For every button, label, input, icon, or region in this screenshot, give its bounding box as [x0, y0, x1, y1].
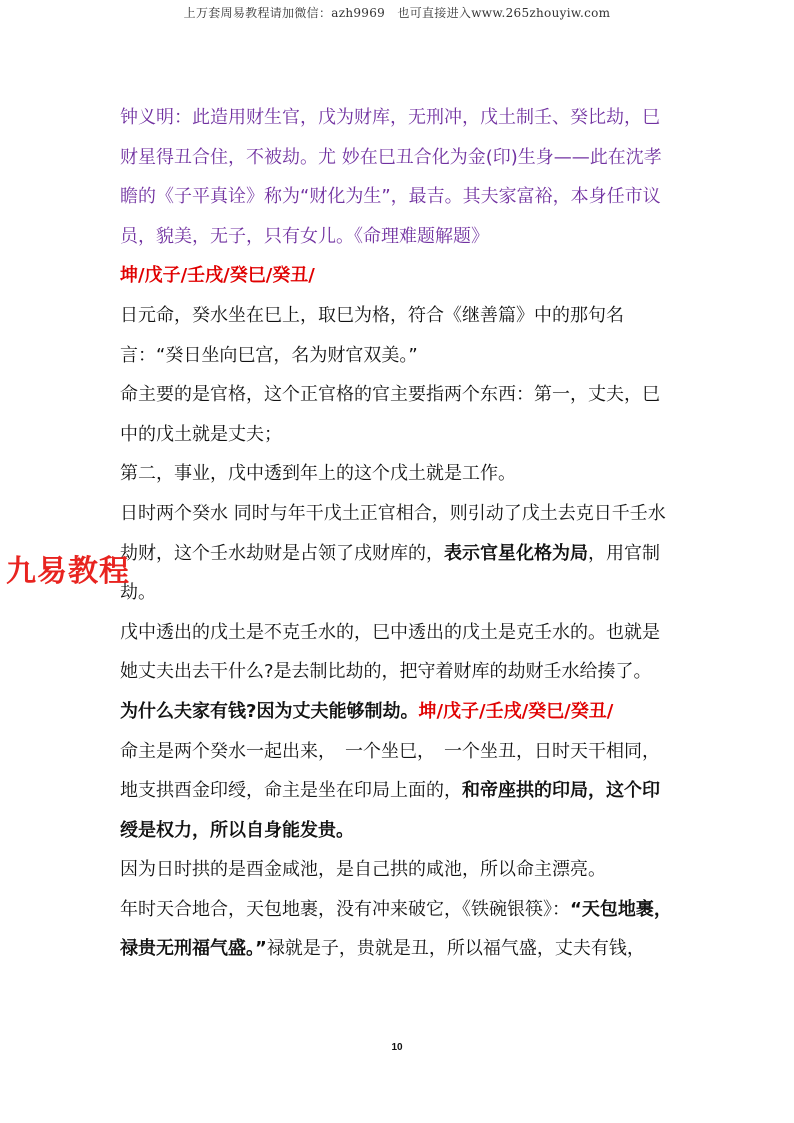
- paragraph-9: [120, 890, 676, 969]
- paragraph-2: 命主要的是官格，这个正官格的官主要指两个东西：第一，丈夫，巳中的戊土就是丈夫；: [120, 384, 660, 445]
- paragraph-7-emphasis: 和帝座拱的印局，这个印绶是权力，所以自身能发贵。: [120, 780, 660, 841]
- paragraph-9-quote: “天包地裹，禄贵无刑福气盛。”: [120, 898, 672, 960]
- paragraph-3: 第二，事业，戊中透到年上的这个戊土就是工作。: [120, 463, 516, 485]
- paragraph-5: 戊中透出的戊土是不克壬水的，巳中透出的戊土是克壬水的。也就是她丈夫出去干什么?是去制比劫的，把守着财库的劫财壬水给揍了。: [120, 621, 660, 683]
- page-header: 上万套周易教程请加微信：azh9969 也可直接进入www.265zhouyiw.com: [183, 6, 611, 20]
- paragraph-7: [120, 732, 676, 851]
- watermark-logo: 九易教程: [6, 554, 130, 589]
- paragraph-1: 日元命，癸水坐在巳上，取巳为格，符合《继善篇》中的那句名言：“癸日坐向巳宫，名为财官双美。”: [120, 304, 624, 366]
- birth-chart-heading: 坤/戊子/壬戌/癸巳/癸丑/: [120, 265, 315, 287]
- paragraph-8: 因为日时拱的是酉金咸池，是自己拱的咸池，所以命主漂亮。: [120, 859, 606, 881]
- page-number: 10: [391, 1042, 403, 1053]
- paragraph-4-emphasis: 表示官星化格为局: [444, 542, 588, 564]
- paragraph-4-text: 日时两个癸水 同时与年干戊土正官相合，则引动了戊土去克日千壬水劫财，这个壬水劫财是占领了戌财库的，: [120, 502, 666, 564]
- paragraph-7-text: 命主是两个癸水一起出来， 一个坐巳， 一个坐丑，日时天干相同，地支拱酉金印绶，命主是坐在印局上面的，: [120, 740, 660, 802]
- paragraph-4: [120, 494, 676, 613]
- paragraph-6-chart: 坤/戊子/壬戌/癸巳/癸丑/: [418, 700, 614, 722]
- paragraph-6-question: 为什么夫家有钱?因为丈夫能够制劫。: [120, 700, 419, 722]
- paragraph-9-text: 年时天合地合，天包地裹，没有冲来破它，《铁碗银筷》：: [120, 898, 570, 920]
- paragraph-9-tail: 禄就是子，贵就是丑，所以福气盛，丈夫有钱，: [266, 938, 645, 960]
- document-body: [120, 98, 676, 969]
- paragraph-4-tail: ，用官制劫。: [120, 542, 660, 604]
- quote-paragraph: 钟义明：此造用财生官，戊为财库，无刑冲，戊土制壬、癸比劫，巳财星得丑合住，不被劫。尤 妙在巳丑合化为金(印)生身——此在沈孝瞻的《子平真诠》称为“财化为生”，最吉。其夫家富裕，本身任市议员，貌美，无子，只有女儿。《命理难题解题》: [120, 107, 662, 247]
- paragraph-6: [120, 692, 676, 732]
